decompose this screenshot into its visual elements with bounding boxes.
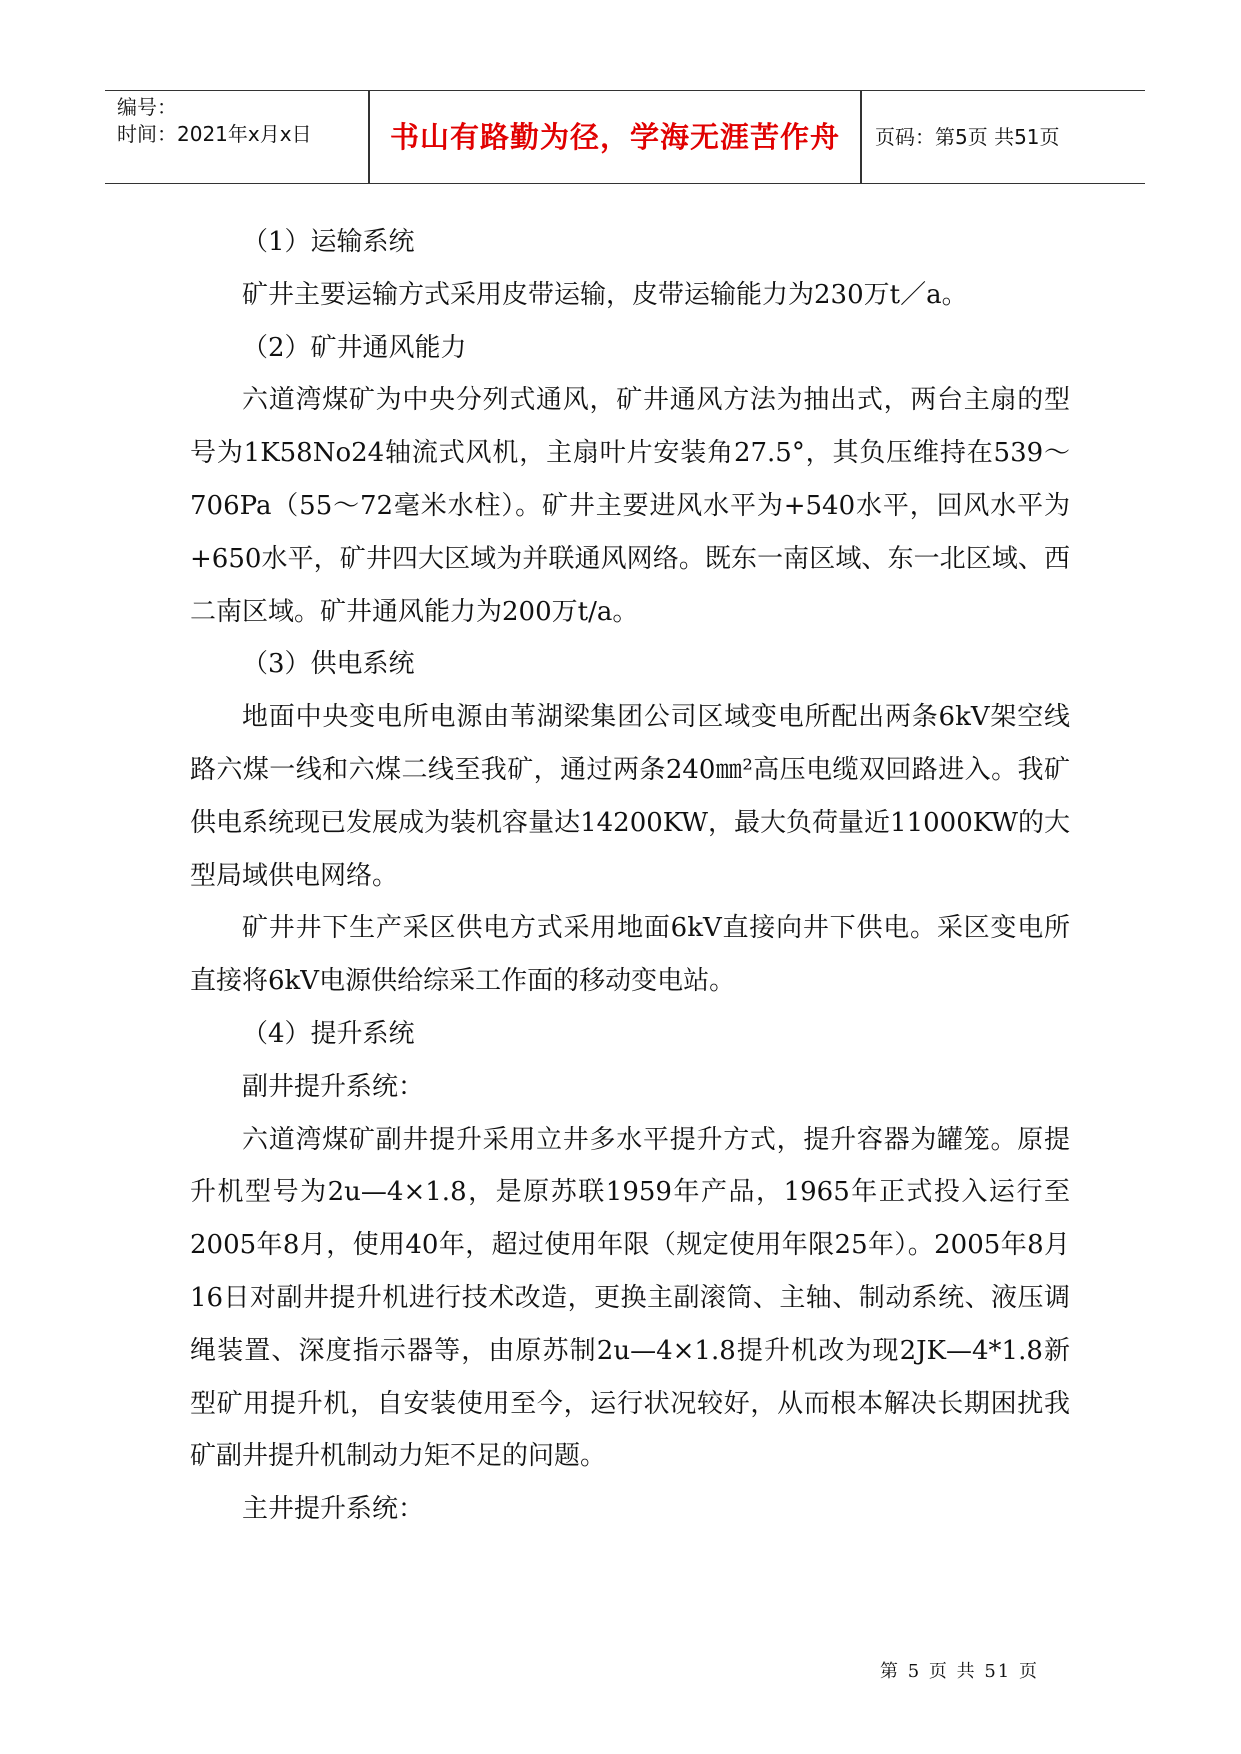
document-body [190,216,1070,1536]
paragraph-power-surface: 地面中央变电所电源由苇湖梁集团公司区域变电所配出两条6kV架空线路六煤一线和六煤二线至我矿，通过两条240㎜²高压电缆双回路进入。我矿供电系统现已发展成为装机容量达14200KW，最大负荷量近11000KW的大型局域供电网络。 [190,702,1070,891]
paragraph-ventilation: 六道湾煤矿为中央分列式通风，矿井通风方法为抽出式，两台主扇的型号为1K58No24轴流式风机，主扇叶片安装角27.5°，其负压维持在539～706Pa（55～72毫米水柱）。矿井主要进风水平为+540水平，回风水平为+650水平，矿井四大区域为并联通风网络。既东一南区域、东一北区域、西二南区域。矿井通风能力为200万t/a。 [190,385,1070,627]
header-divider-right [860,91,862,183]
header-motto: 书山有路勤为径，学海无涯苦作舟 [389,120,840,154]
paragraph-transport: 矿井主要运输方式采用皮带运输，皮带运输能力为230万t／a。 [242,279,968,310]
section-heading-ventilation: （2）矿井通风能力 [242,332,467,363]
paragraph-power-underground: 矿井井下生产采区供电方式采用地面6kV直接向井下供电。采区变电所直接将6kV电源供给综采工作面的移动变电站。 [190,913,1070,997]
subheading-auxiliary-shaft: 副井提升系统： [242,1071,425,1102]
header-page-label: 页码：第5页 共51页 [875,125,1060,149]
header-meta [117,91,367,183]
section-heading-power: （3）供电系统 [242,649,415,680]
page-header [105,90,1145,184]
section-heading-hoisting: （4）提升系统 [242,1018,415,1049]
paragraph-auxiliary-shaft: 六道湾煤矿副井提升采用立井多水平提升方式，提升容器为罐笼。原提升机型号为2u—4×1.8，是原苏联1959年产品，1965年正式投入运行至2005年8月，使用40年，超过使用年限（规定使用年限25年）。2005年8月16日对副井提升机进行技术改造，更换主副滚筒、主轴、制动系统、液压调绳装置、深度指示器等，由原苏制2u—4×1.8提升机改为现2JK—4*1.8新型矿用提升机，自安装使用至今，运行状况较好，从而根本解决长期困扰我矿副井提升机制动力矩不足的问题。 [190,1124,1070,1472]
page-footer: 第 5 页 共 51 页 [880,1661,1039,1682]
subheading-main-shaft: 主井提升系统： [242,1494,425,1525]
header-number-label: 编号： [117,95,177,119]
section-heading-transport: （1）运输系统 [242,227,415,257]
header-time-label: 时间：2021年x月x日 [117,122,312,146]
